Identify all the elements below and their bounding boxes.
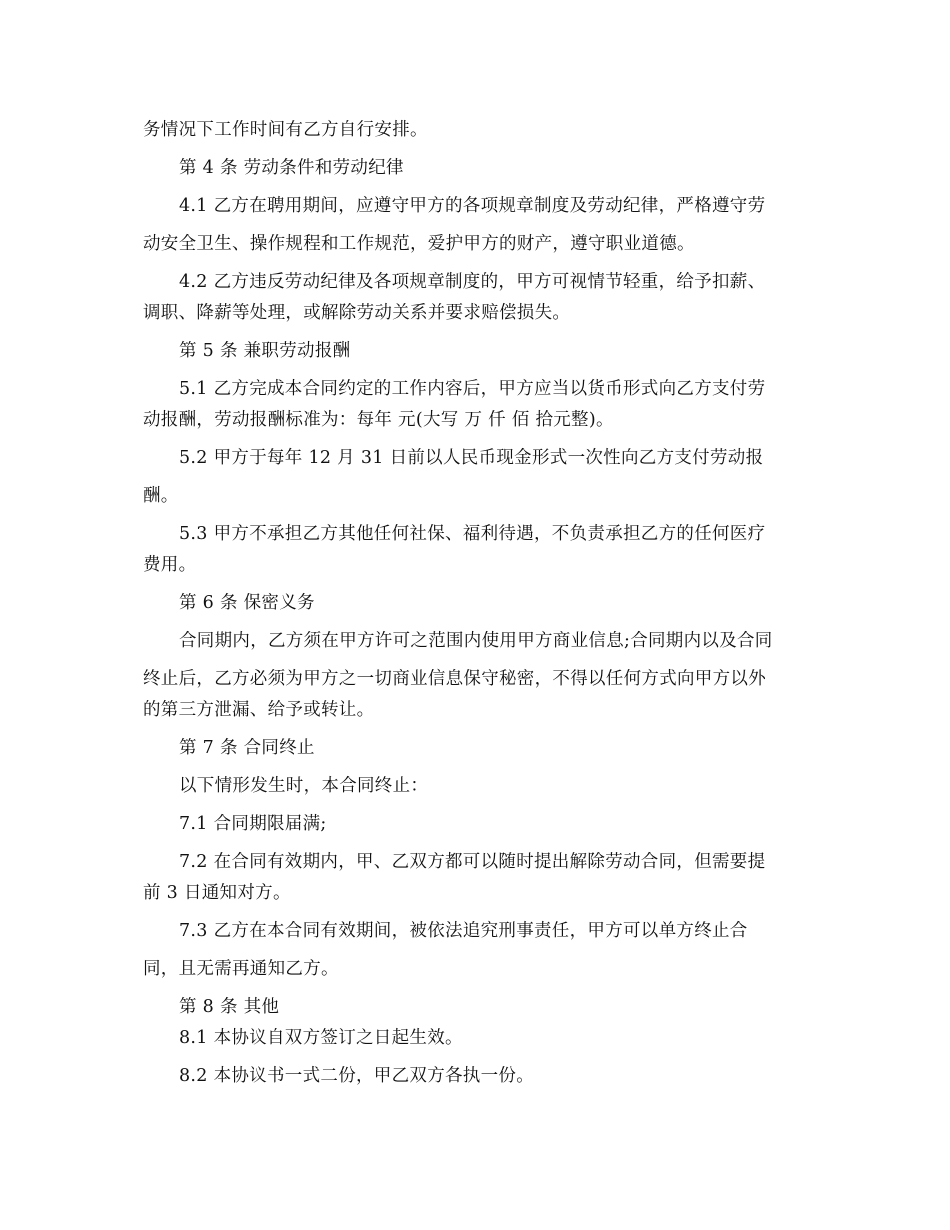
section-heading: 第 6 条 保密义务 — [179, 593, 315, 613]
section-heading: 第 5 条 兼职劳动报酬 — [179, 341, 351, 361]
text-line: 7.2 在合同有效期内，甲、乙双方都可以随时提出解除劳动合同，但需要提 — [179, 852, 766, 872]
text-line: 的第三方泄漏、给予或转让。 — [143, 700, 375, 720]
text-line: 以下情形发生时，本合同终止： — [179, 776, 429, 796]
section-heading: 第 7 条 合同终止 — [179, 738, 315, 758]
section-heading: 第 8 条 其他 — [179, 997, 280, 1017]
text-line: 务情况下工作时间有乙方自行安排。 — [143, 120, 428, 140]
section-heading: 第 4 条 劳动条件和劳动纪律 — [179, 158, 404, 178]
text-line: 7.3 乙方在本合同有效期间，被依法追究刑事责任，甲方可以单方终止合 — [179, 921, 748, 941]
text-line: 5.2 甲方于每年 12 月 31 日前以人民币现金形式一次性向乙方支付劳动报 — [179, 448, 764, 468]
text-line: 8.2 本协议书一式二份，甲乙双方各执一份。 — [179, 1066, 534, 1086]
text-line: 5.3 甲方不承担乙方其他任何社保、福利待遇，不负责承担乙方的任何医疗 — [179, 524, 766, 544]
text-line: 8.1 本协议自双方签订之日起生效。 — [179, 1028, 463, 1048]
text-line: 前 3 日通知对方。 — [143, 883, 291, 903]
text-line: 费用。 — [143, 555, 197, 575]
text-line: 4.1 乙方在聘用期间，应遵守甲方的各项规章制度及劳动纪律，严格遵守劳 — [179, 196, 766, 216]
text-line: 5.1 乙方完成本合同约定的工作内容后，甲方应当以货币形式向乙方支付劳 — [179, 379, 766, 399]
text-line: 7.1 合同期限届满; — [179, 814, 327, 834]
text-line: 合同期内，乙方须在甲方许可之范围内使用甲方商业信息;合同期内以及合同 — [179, 631, 773, 651]
text-line: 动安全卫生、操作规程和工作规范，爱护甲方的财产，遵守职业道德。 — [143, 234, 695, 254]
text-line: 酬。 — [143, 486, 179, 506]
text-line: 4.2 乙方违反劳动纪律及各项规章制度的，甲方可视情节轻重，给予扣薪、 — [179, 272, 766, 292]
text-line: 调职、降薪等处理，或解除劳动关系并要求赔偿损失。 — [143, 303, 571, 323]
text-line: 同，且无需再通知乙方。 — [143, 959, 339, 979]
text-line: 终止后，乙方必须为甲方之一切商业信息保守秘密，不得以任何方式向甲方以外 — [143, 669, 766, 689]
text-line: 动报酬，劳动报酬标准为：每年 元(大写 万 仟 佰 拾元整)。 — [143, 410, 614, 430]
